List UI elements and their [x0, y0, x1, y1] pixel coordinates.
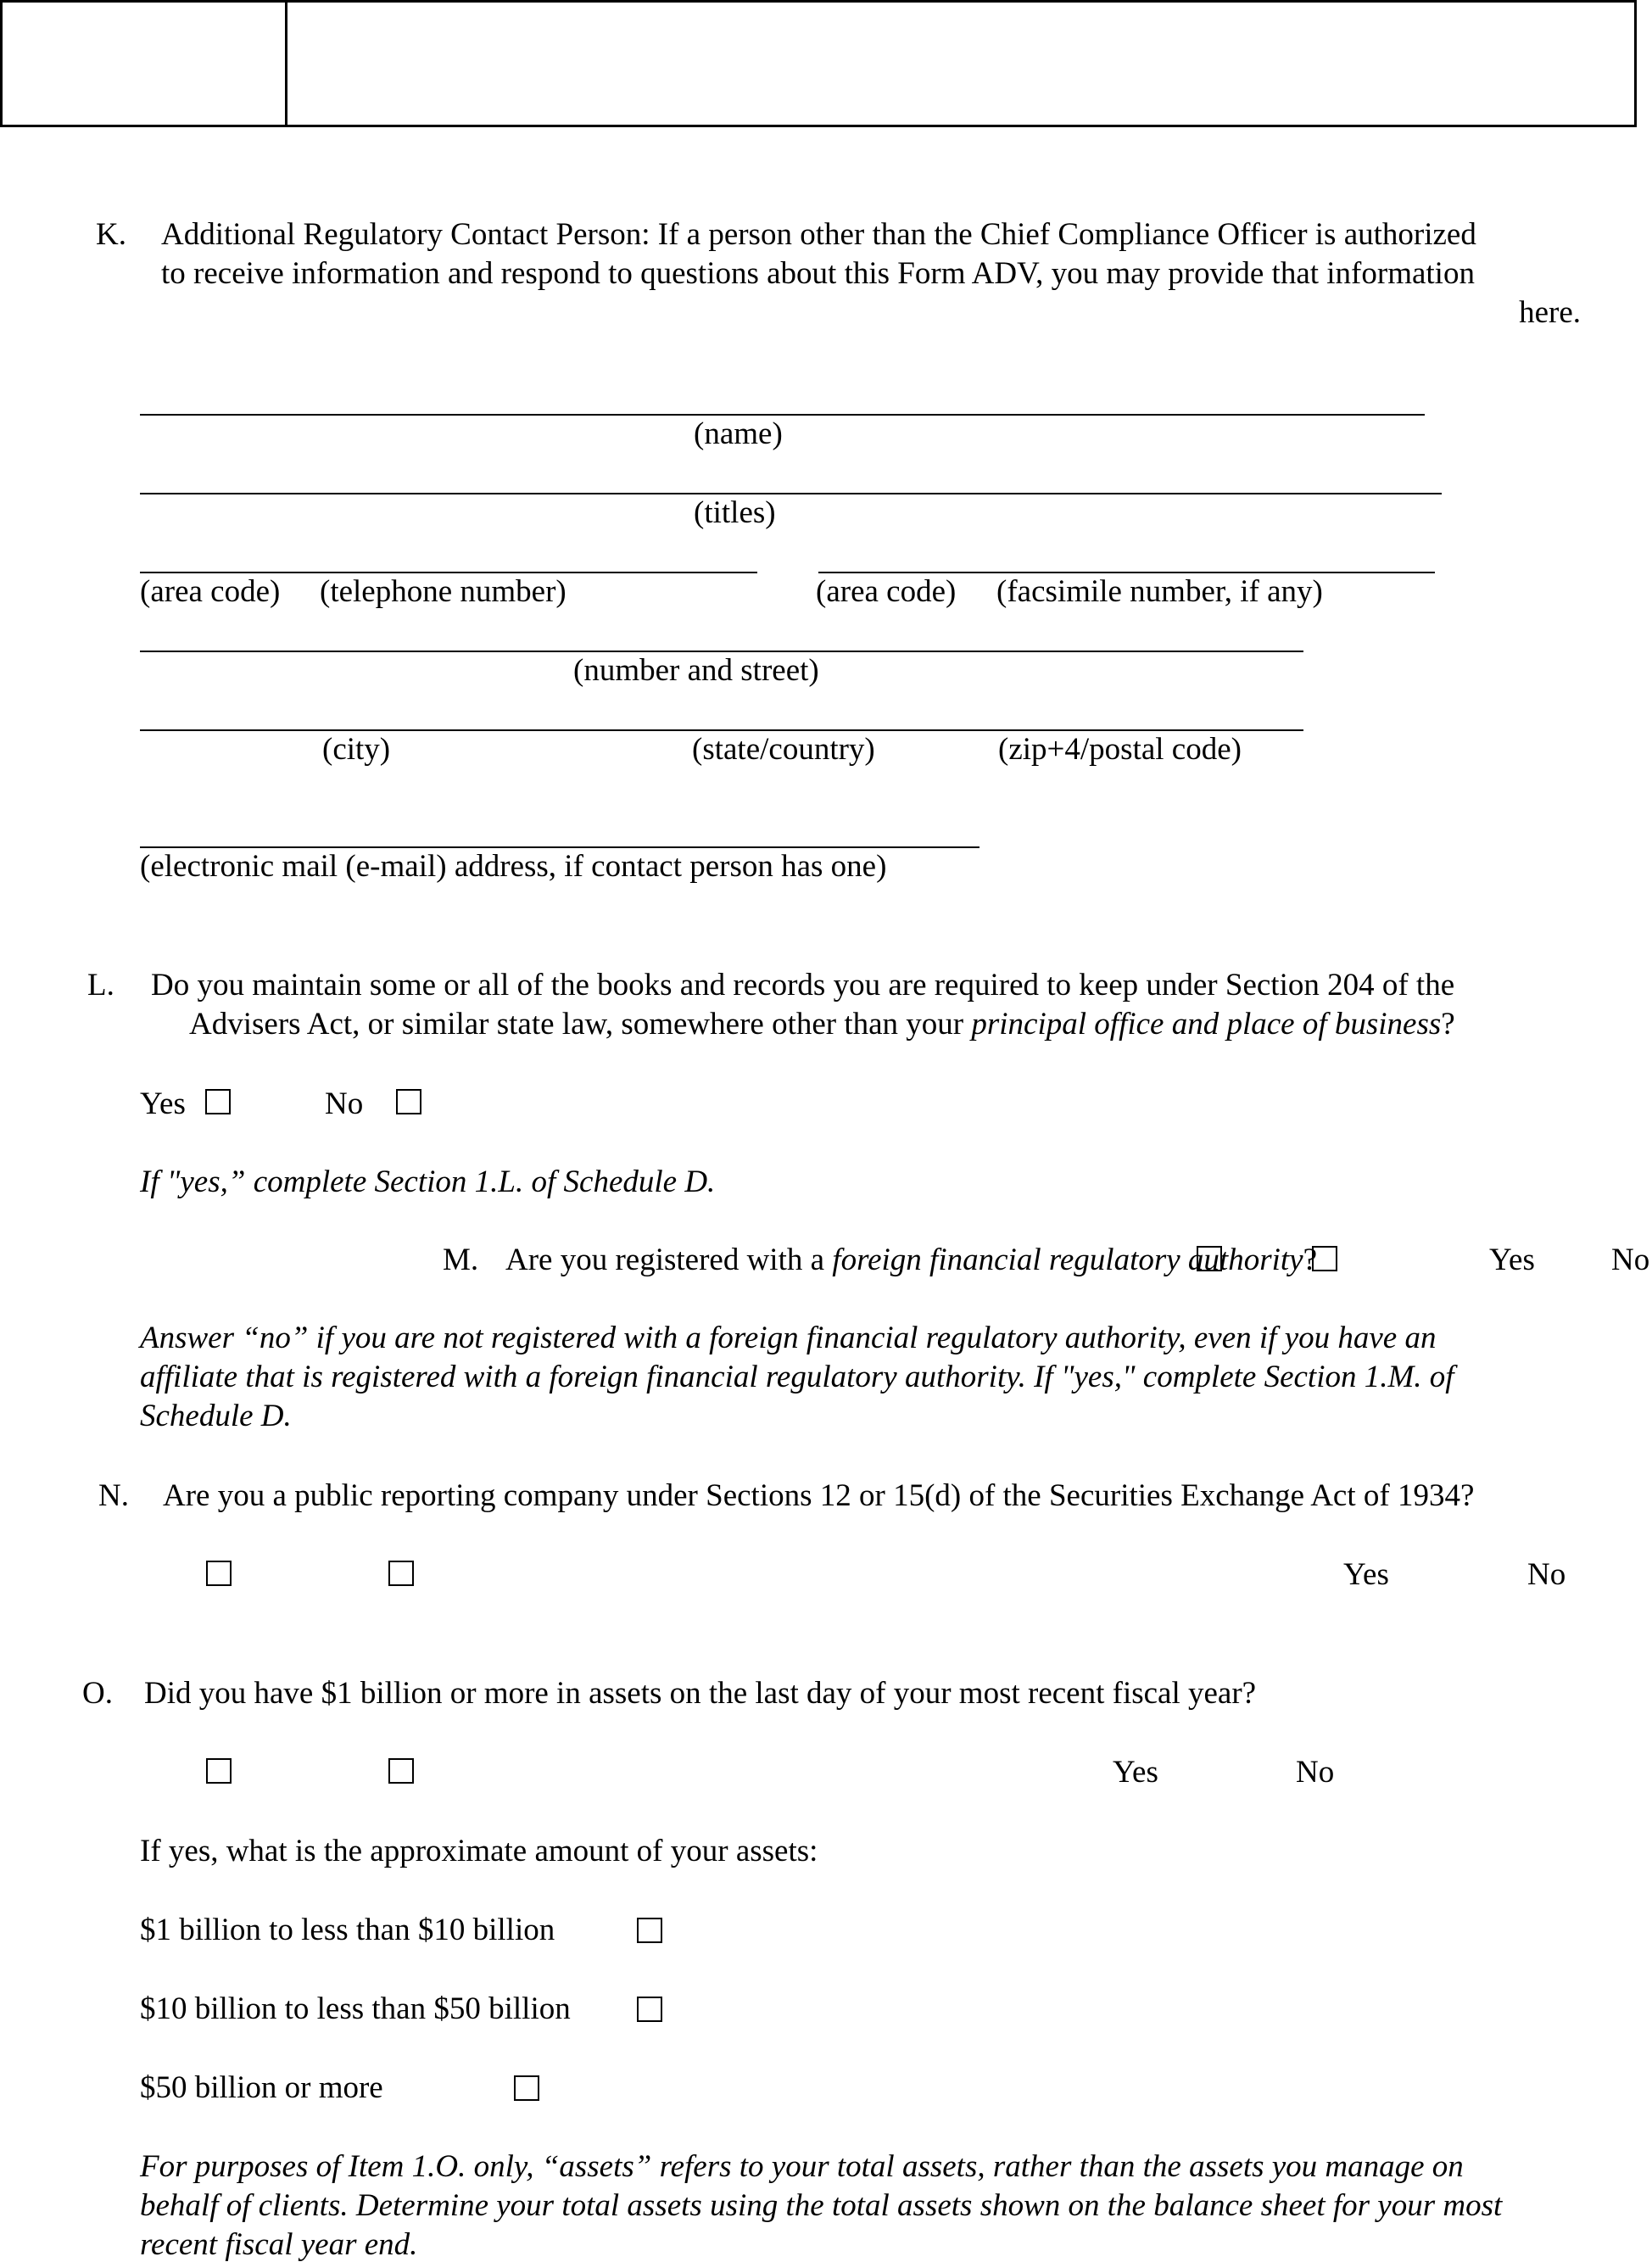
state-label: (state/country): [692, 732, 875, 767]
section-n-yes-checkbox[interactable]: [206, 1561, 232, 1586]
section-l-no-label: No: [325, 1086, 364, 1121]
section-n-question: Are you a public reporting company under Sections 12 or 15(d) of the Securities Exchange Act of 1934?: [163, 1478, 1475, 1513]
asset-option-3-checkbox[interactable]: [514, 2075, 539, 2101]
section-l-line1: Do you maintain some or all of the books and records you are required to keep under Section 204 of the: [151, 968, 1455, 1003]
section-o-letter: O.: [82, 1676, 113, 1711]
header-box: [0, 0, 1637, 127]
section-l-note: If "yes,” complete Section 1.L. of Schedule D.: [140, 1165, 716, 1199]
section-o-no-label: No: [1296, 1755, 1335, 1790]
section-m-question: [505, 1242, 1317, 1279]
zip-label: (zip+4/postal code): [998, 732, 1242, 767]
section-l-yes-checkbox[interactable]: [205, 1089, 231, 1114]
section-o-note-line2: behalf of clients. Determine your total assets using the total assets shown on the balance sheet for your most: [140, 2188, 1503, 2223]
section-m-note-line2: affiliate that is registered with a foreign financial regulatory authority. If "yes," complete Section 1.M. of: [140, 1360, 1454, 1394]
section-m-yes-checkbox[interactable]: [1197, 1246, 1222, 1271]
section-o-yes-checkbox[interactable]: [206, 1758, 232, 1784]
area-code-label-1: (area code): [140, 574, 281, 609]
section-l-line2-plain: Advisers Act, or similar state law, somewhere other than your: [189, 1007, 972, 1042]
section-k-line1: Additional Regulatory Contact Person: If a person other than the Chief Compliance Officer is authorized: [161, 217, 1476, 252]
section-n-no-label: No: [1527, 1557, 1566, 1592]
section-m-note-line1: Answer “no” if you are not registered with a foreign financial regulatory authority, even if you have an: [140, 1321, 1437, 1355]
section-n-no-checkbox[interactable]: [388, 1561, 414, 1586]
email-label: (electronic mail (e-mail) address, if contact person has one): [140, 849, 887, 884]
section-k-line2: to receive information and respond to questions about this Form ADV, you may provide that information: [161, 256, 1475, 291]
section-m-question-italic: foreign financial regulatory authority: [832, 1243, 1303, 1277]
section-o-yes-label: Yes: [1113, 1755, 1158, 1790]
area-code-label-2: (area code): [816, 574, 957, 609]
section-l-line2-end: ?: [1441, 1007, 1455, 1042]
section-m-no-label: No: [1611, 1243, 1650, 1277]
section-l-line2-italic: principal office and place of business: [971, 1007, 1442, 1042]
section-o-note-line3: recent fiscal year end.: [140, 2227, 418, 2262]
section-m-yes-label: Yes: [1489, 1243, 1535, 1277]
section-k-line3: here.: [1519, 295, 1581, 330]
section-l-no-checkbox[interactable]: [396, 1089, 421, 1114]
facsimile-label: (facsimile number, if any): [996, 574, 1323, 609]
telephone-label: (telephone number): [320, 574, 566, 609]
section-m-no-checkbox[interactable]: [1312, 1246, 1337, 1271]
name-label: (name): [694, 416, 783, 451]
section-m-question-plain: Are you registered with a: [505, 1243, 833, 1277]
asset-option-2-checkbox[interactable]: [637, 1997, 662, 2022]
section-o-note-line1: For purposes of Item 1.O. only, “assets” refers to your total assets, rather than the assets you manage on: [140, 2149, 1464, 2184]
section-m-note-line3: Schedule D.: [140, 1399, 292, 1433]
asset-option-2-label: $10 billion to less than $50 billion: [140, 1991, 571, 2026]
asset-option-1-checkbox[interactable]: [637, 1918, 662, 1943]
header-divider: [285, 0, 287, 127]
section-l-line2: [189, 1006, 1455, 1043]
titles-label: (titles): [694, 495, 776, 530]
section-l-yes-label: Yes: [140, 1086, 186, 1121]
section-n-yes-label: Yes: [1343, 1557, 1389, 1592]
section-o-question: Did you have $1 billion or more in assets on the last day of your most recent fiscal year?: [144, 1676, 1257, 1711]
titles-line[interactable]: [140, 493, 1442, 494]
asset-option-1-label: $1 billion to less than $10 billion: [140, 1913, 555, 1947]
section-m-question-end: ?: [1303, 1243, 1318, 1277]
section-o-no-checkbox[interactable]: [388, 1758, 414, 1784]
street-label: (number and street): [573, 653, 819, 688]
city-label: (city): [322, 732, 391, 767]
section-o-followup: If yes, what is the approximate amount of your assets:: [140, 1834, 818, 1868]
section-n-letter: N.: [98, 1478, 129, 1513]
section-m-letter: M.: [443, 1243, 479, 1277]
section-l-letter: L.: [87, 968, 114, 1003]
asset-option-3-label: $50 billion or more: [140, 2070, 383, 2105]
section-k-letter: K.: [96, 217, 126, 252]
